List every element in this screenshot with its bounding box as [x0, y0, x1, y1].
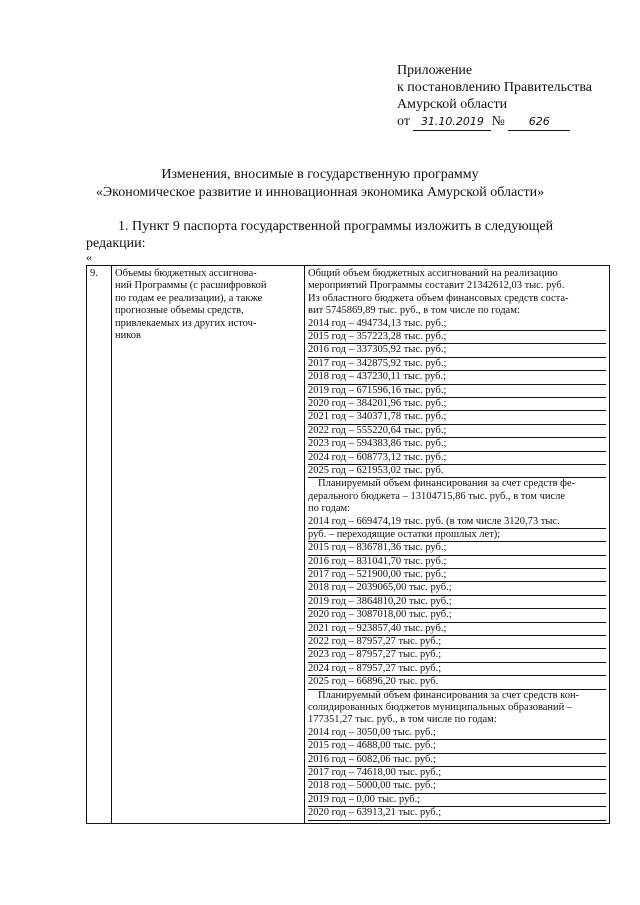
- budget-name-line: по годам ее реализации), а также: [115, 292, 263, 304]
- total-budget-line: Общий объем бюджетных ассигнований на реализацию: [308, 268, 558, 279]
- regional-year-line: 2018 год – 437230,11 тыс. руб.;: [308, 371, 606, 384]
- municipal-budget-line: Планируемый объем финансирования за счет средств кон-: [318, 689, 580, 701]
- municipal-budget-line: 177351,27 тыс. руб., в том числе по годам:: [308, 714, 497, 726]
- total-budget-line: вит 5745869,89 тыс. руб., в том числе по годам:: [308, 305, 520, 317]
- budget-name-line: Объемы бюджетных ассигнова-: [115, 268, 257, 279]
- municipal-year-line: 2014 год – 3050,00 тыс. руб.;: [308, 727, 606, 740]
- budget-name-line: привлекаемых из других источ-: [115, 317, 257, 329]
- regional-year-line: 2025 год – 621953,02 тыс. руб.: [308, 465, 606, 478]
- federal-year-line: руб. – переходящие остатки прошлых лет);: [308, 529, 606, 542]
- appendix-title: Приложение: [397, 63, 473, 78]
- municipal-year-line: 2019 год – 0,00 тыс. руб.;: [308, 794, 606, 807]
- handwritten-date: 31.10.2019: [413, 113, 491, 131]
- municipal-budget-line: солидированных бюджетов муниципальных образований –: [308, 702, 573, 714]
- regional-year-line: 2020 год – 384201,96 тыс. руб.;: [308, 398, 606, 411]
- municipal-year-line: 2015 год – 4688,00 тыс. руб.;: [308, 740, 606, 753]
- federal-year-line: 2020 год – 3087018,00 тыс. руб.;: [308, 609, 606, 622]
- opening-quote: «: [86, 250, 92, 264]
- passport-table: [86, 265, 610, 824]
- federal-year-line: 2022 год – 87957,27 тыс. руб.;: [308, 636, 606, 649]
- row-content: [305, 266, 610, 824]
- table-row: [87, 266, 610, 824]
- intro-paragraph: [86, 218, 614, 252]
- federal-year-line: 2016 год – 831041,70 тыс. руб.;: [308, 556, 606, 569]
- row-number: 9.: [87, 266, 112, 824]
- federal-year-line: 2024 год – 87957,27 тыс. руб.;: [308, 663, 606, 676]
- federal-year-line: 2015 год – 836781,36 тыс. руб.;: [308, 542, 606, 555]
- regional-year-line: 2021 год – 340371,78 тыс. руб.;: [308, 411, 606, 424]
- federal-budget-line: Планируемый объем финансирования за счет средств фе-: [318, 478, 576, 490]
- municipal-year-line: 2016 год – 6082,06 тыс. руб.;: [308, 754, 606, 767]
- regional-year-line: 2019 год – 671596,16 тыс. руб.;: [308, 385, 606, 398]
- row-name: [112, 266, 305, 824]
- regional-year-line: 2017 год – 342875,92 тыс. руб.;: [308, 358, 606, 371]
- handwritten-number: 626: [508, 113, 570, 131]
- regional-year-line: 2023 год – 594383,86 тыс. руб.;: [308, 438, 606, 451]
- municipal-year-line: 2020 год – 63913,21 тыс. руб.;: [308, 807, 606, 820]
- total-budget-line: Из областного бюджета объем финансовых средств соста-: [308, 292, 569, 304]
- appendix-region: Амурской области: [397, 97, 508, 112]
- regional-year-line: 2024 год – 608773,12 тыс. руб.;: [308, 452, 606, 465]
- federal-year-line: 2018 год – 2039065,00 тыс. руб.;: [308, 582, 606, 595]
- budget-name-line: прогнозные объемы средств,: [115, 305, 244, 317]
- appendix-date-line: [397, 113, 592, 131]
- federal-year-line: 2023 год – 87957,27 тыс. руб.;: [308, 649, 606, 662]
- appendix-header: [397, 62, 592, 131]
- federal-year-line: 2025 год – 66896,20 тыс. руб.: [308, 676, 606, 689]
- regional-year-line: 2014 год – 494734,13 тыс. руб.;: [308, 318, 606, 331]
- number-prefix: №: [491, 114, 505, 129]
- budget-name-line: ний Программы (с расшифровкой: [115, 280, 267, 292]
- regional-year-line: 2016 год – 337305,92 тыс. руб.;: [308, 344, 606, 357]
- federal-year-line: 2017 год – 521900,00 тыс. руб.;: [308, 569, 606, 582]
- municipal-year-line: 2017 год – 74618,00 тыс. руб.;: [308, 767, 606, 780]
- municipal-year-line: 2018 год – 5000,00 тыс. руб.;: [308, 780, 606, 793]
- federal-budget-line: по годам:: [308, 503, 351, 515]
- date-prefix: от: [397, 114, 410, 129]
- total-budget-line: мероприятий Программы составит 21342612,03 тыс. руб.: [308, 280, 565, 292]
- federal-year-line: 2019 год – 3864810,20 тыс. руб.;: [308, 596, 606, 609]
- intro-line-2: редакции:: [86, 236, 146, 251]
- title-line-1: Изменения, вносимые в государственную программу: [161, 167, 479, 182]
- intro-line-1: 1. Пункт 9 паспорта государственной программы изложить в следующей: [118, 219, 554, 234]
- appendix-decree: к постановлению Правительства: [397, 80, 593, 95]
- federal-year-line: 2021 год – 923857,40 тыс. руб.;: [308, 623, 606, 636]
- federal-year-line: 2014 год – 669474,19 тыс. руб. (в том числе 3120,73 тыс.: [308, 516, 606, 529]
- budget-name-line: ников: [115, 330, 142, 342]
- federal-budget-line: дерального бюджета – 13104715,86 тыс. руб., в том числе: [308, 490, 566, 502]
- regional-year-line: 2015 год – 357223,28 тыс. руб.;: [308, 331, 606, 344]
- document-title: [0, 166, 640, 202]
- title-line-2: «Экономическое развитие и инновационная экономика Амурской области»: [95, 185, 545, 200]
- regional-year-line: 2022 год – 555220,64 тыс. руб.;: [308, 425, 606, 438]
